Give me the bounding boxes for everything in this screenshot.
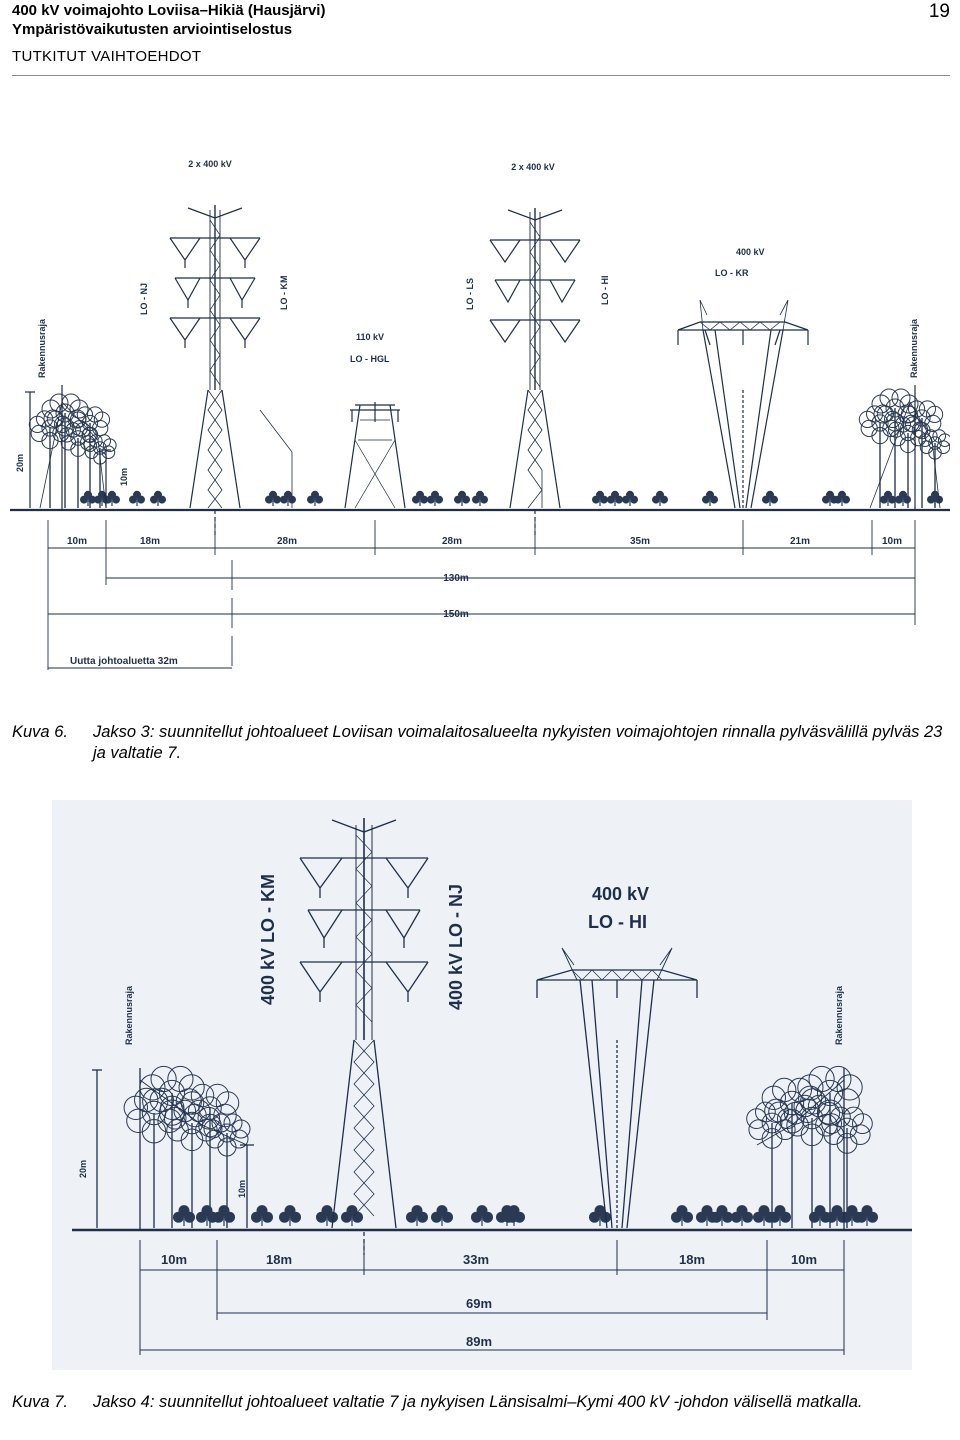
shrub-icon [307, 491, 323, 506]
section-title: TUTKITUT VAIHTOEHDOT [12, 48, 202, 65]
dim-total-inner: 130m [443, 573, 469, 584]
figure-1-trees [29, 389, 950, 508]
tower-d [678, 300, 808, 508]
shrub-icon [280, 491, 296, 506]
fig2-dim-3: 33m [462, 1252, 490, 1267]
shrub-icon [834, 491, 850, 506]
tower-c [490, 208, 580, 535]
shrub-icon [652, 491, 668, 506]
tower-a-right-label: LO - KM [279, 275, 289, 310]
caption-2-text: Jakso 4: suunnitellut johtoalueet valtatie 7 ja nykyisen Länsisalmi–Kymi 400 kV -johdon välisellä matkalla. [93, 1393, 863, 1411]
caption-1-text: Jakso 3: suunnitellut johtoalueet Loviisan voimalaitosalueelta nykyisten voimajohtojen rinnalla pylväsvälillä pylväs 23 ja valtatie 7. [93, 723, 943, 762]
height-10-label: 10m [119, 467, 129, 486]
dim-5: 35m [629, 536, 651, 547]
shrub-icon [880, 491, 896, 506]
fig2-dim-total: 89m [465, 1334, 493, 1349]
figure-1-dimensions [48, 520, 915, 670]
dim-total: 150m [443, 609, 469, 620]
boundary-right-label: Rakennusraja [909, 318, 919, 378]
shrub-icon [265, 491, 281, 506]
tower-a-left-label: LO - NJ [139, 282, 149, 315]
fig2-boundary-left-label: Rakennusraja [124, 985, 134, 1045]
shrub-icon [702, 491, 718, 506]
document-title: 400 kV voimajohto Loviisa–Hikiä (Hausjärvi) [12, 2, 326, 19]
shrub-icon [454, 491, 470, 506]
fig2-boundary-right-label: Rakennusraja [834, 985, 844, 1045]
height-20-label: 20m [15, 453, 25, 472]
fig2-dim-2: 18m [265, 1252, 293, 1267]
figure-1-caption [12, 722, 957, 768]
shrub-icon [150, 491, 166, 506]
tower-d-label: LO - KR [715, 268, 749, 278]
dim-4: 28m [441, 536, 463, 547]
fig2-dim-1: 10m [160, 1252, 188, 1267]
dim-1: 10m [66, 536, 88, 547]
fig2-dim-total-inner: 69m [465, 1296, 493, 1311]
shrub-icon [607, 491, 623, 506]
page-header [12, 0, 950, 76]
new-area-label: Uutta johtoaluetta 32m [70, 656, 178, 667]
tower-a-voltage: 2 x 400 kV [188, 159, 232, 169]
shrub-icon [80, 491, 96, 506]
shrub-icon [592, 491, 608, 506]
figure-2-caption [12, 1392, 957, 1438]
shrub-icon [622, 491, 638, 506]
figure-2-background [52, 800, 912, 1370]
shrub-icon [762, 491, 778, 506]
tower-c-voltage: 2 x 400 kV [511, 162, 555, 172]
shrub-icon [427, 491, 443, 506]
fig2-tower-b-label: LO - HI [588, 912, 647, 932]
caption-1-label: Kuva 6. [12, 723, 68, 741]
fig2-dim-4: 18m [678, 1252, 706, 1267]
tower-d-voltage: 400 kV [736, 247, 765, 257]
shrub-icon [472, 491, 488, 506]
fig2-dim-5: 10m [790, 1252, 818, 1267]
tower-b-voltage: 110 kV [356, 332, 385, 342]
shrub-icon [927, 491, 943, 506]
caption-2-label: Kuva 7. [12, 1393, 68, 1411]
document-subtitle: Ympäristövaikutusten arviointiselostus [12, 21, 293, 38]
boundary-left-label: Rakennusraja [37, 318, 47, 378]
tower-a [170, 205, 260, 535]
tower-b [345, 402, 405, 508]
figure-1-drawing [10, 205, 950, 670]
figure-1-cross-section [10, 140, 950, 680]
figure-2-cross-section [52, 800, 912, 1370]
dim-2: 18m [139, 536, 161, 547]
shrub-icon [129, 491, 145, 506]
tower-c-left-label: LO - LS [465, 278, 475, 310]
fig2-height-10-label: 10m [237, 1179, 247, 1198]
tower-b-label: LO - HGL [350, 354, 390, 364]
fig2-tower-a-right-label: 400 kV LO - NJ [446, 883, 466, 1010]
fig2-tower-a-left-label: 400 kV LO - KM [258, 873, 278, 1005]
dim-7: 10m [881, 536, 903, 547]
dim-6: 21m [789, 536, 811, 547]
shrub-icon [412, 491, 428, 506]
page-number: 19 [928, 1, 950, 22]
fig2-tower-b-voltage: 400 kV [592, 884, 650, 904]
tower-c-right-label: LO - HI [600, 275, 610, 305]
tree-icon [42, 394, 88, 508]
dim-3: 28m [276, 536, 298, 547]
fig2-height-20-label: 20m [78, 1159, 88, 1178]
